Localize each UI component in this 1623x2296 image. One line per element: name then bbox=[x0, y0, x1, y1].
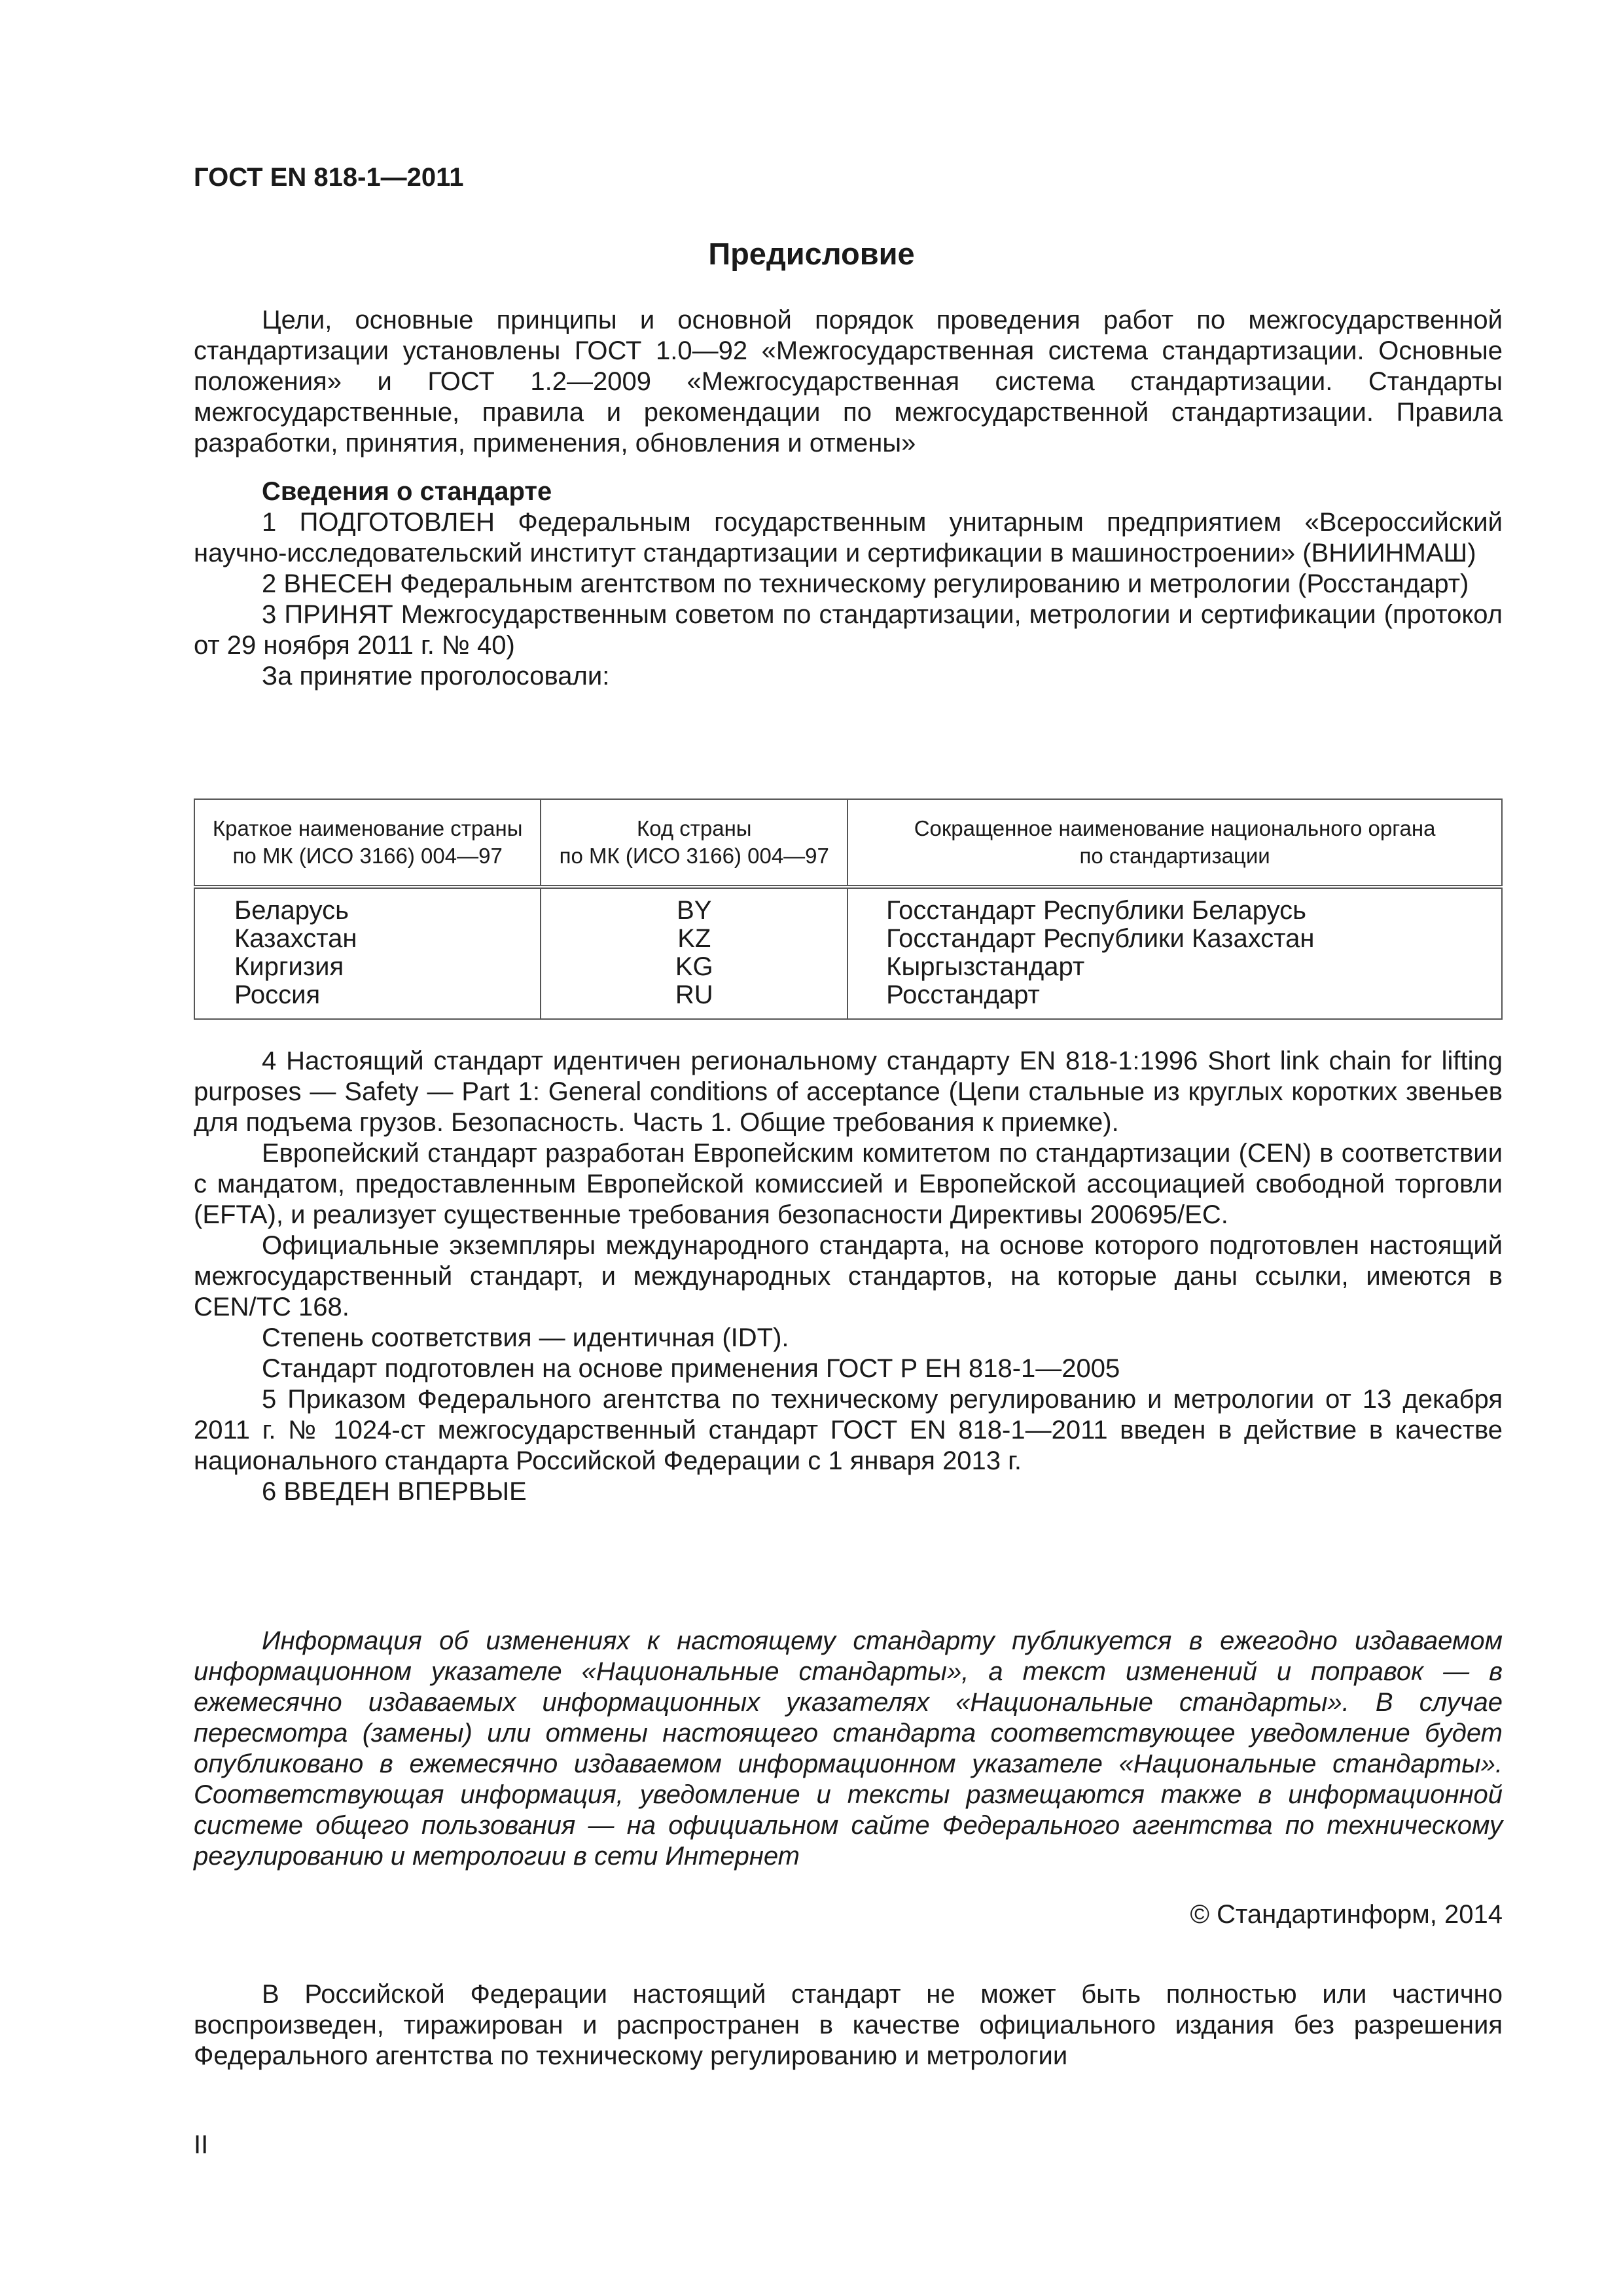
column-header-body bbox=[847, 799, 1502, 887]
page-title: Предисловие bbox=[708, 236, 915, 271]
header-line: Код страны bbox=[636, 816, 752, 840]
code-cell: KZ bbox=[541, 925, 847, 953]
header-line: Сокращенное наименование национального органа bbox=[914, 816, 1436, 840]
item-prepared: 1 ПОДГОТОВЛЕН Федеральным государственным унитарным предприятием «Всероссийский научно-исследовательский институт стандартизации и сертификации в машиностроении» (ВНИИНМАШ) bbox=[194, 508, 1503, 567]
table-row bbox=[194, 953, 1502, 981]
table-row bbox=[194, 887, 1502, 925]
reproduction-notice bbox=[194, 1979, 1503, 2072]
standard-info-section bbox=[194, 476, 1503, 692]
header-line: по МК (ИСО 3166) 004—97 bbox=[232, 844, 503, 868]
degree-paragraph: Степень соответствия — идентичная (IDT). bbox=[262, 1323, 789, 1352]
code-cell: KG bbox=[541, 953, 847, 981]
country-cell: Россия bbox=[194, 981, 541, 1019]
standard-code: ГОСТ EN 818-1—2011 bbox=[194, 163, 464, 192]
code-cell: RU bbox=[541, 981, 847, 1019]
item-first-introduced: 6 ВВЕДЕН ВПЕРВЫЕ bbox=[262, 1477, 527, 1506]
prepared-basis-paragraph: Стандарт подготовлен на основе применения ГОСТ Р ЕН 818-1—2005 bbox=[262, 1354, 1120, 1383]
body-cell: Госстандарт Республики Казахстан bbox=[847, 925, 1502, 953]
copyright-notice: © Стандартинформ, 2014 bbox=[1190, 1900, 1503, 1929]
section-heading: Сведения о стандарте bbox=[262, 477, 552, 506]
intro-section bbox=[194, 305, 1503, 459]
page-number: II bbox=[194, 2130, 209, 2159]
voted-label: За принятие проголосовали: bbox=[262, 662, 610, 691]
column-header-code bbox=[541, 799, 847, 887]
column-header-country bbox=[194, 799, 541, 887]
amendments-info-paragraph: Информация об изменениях к настоящему стандарту публикуется в ежегодно издаваемом информационном указателе «Национальные стандарты», а текст изменений и поправок — в ежемесячно издаваемых информационных указателях «Национальные стандарты». В случае пересмотра (замены) или отмены настоящего стандарта соответствующее уведомление будет опубликовано в ежемесячно издаваемом информационном указателе «Национальные стандарты». Соответствующая информация, уведомление и тексты размещаются также в информационной системе общего пользования — на официальном сайте Федерального агентства по техническому регулированию и метрологии в сети Интернет bbox=[194, 1626, 1503, 1871]
standard-info-continued bbox=[194, 1046, 1503, 1507]
european-standard-paragraph: Европейский стандарт разработан Европейским комитетом по стандартизации (CEN) в соответствии с мандатом, предоставленным Европейской комиссией и Европейской ассоциацией свободной торговли (EFTA), и реализует существенные требования безопасности Директивы 200695/EC. bbox=[194, 1139, 1503, 1229]
header-line: по стандартизации bbox=[1079, 844, 1270, 868]
body-cell: Кыргызстандарт bbox=[847, 953, 1502, 981]
code-cell: BY bbox=[541, 887, 847, 925]
header-line: по МК (ИСО 3166) 004—97 bbox=[559, 844, 829, 868]
table-row bbox=[194, 981, 1502, 1019]
country-cell: Казахстан bbox=[194, 925, 541, 953]
country-cell: Беларусь bbox=[194, 887, 541, 925]
amendments-info bbox=[194, 1626, 1503, 1872]
header-line: Краткое наименование страны bbox=[212, 816, 523, 840]
body-cell: Росстандарт bbox=[847, 981, 1502, 1019]
reproduction-paragraph: В Российской Федерации настоящий стандарт не может быть полностью или частично воспроизведен, тиражирован и распространен в качестве официального издания без разрешения Федерального агентства по техническому регулированию и метрологии bbox=[194, 1980, 1503, 2070]
voting-table bbox=[194, 798, 1503, 1020]
table-row bbox=[194, 925, 1502, 953]
body-cell: Госстандарт Республики Беларусь bbox=[847, 887, 1502, 925]
country-cell: Киргизия bbox=[194, 953, 541, 981]
table-header-row bbox=[194, 799, 1502, 887]
item-identical: 4 Настоящий стандарт идентичен региональному стандарту EN 818-1:1996 Short link chain for lifting purposes — Safety — Part 1: General conditions of acceptance (Цепи стальные из круглых коротких звеньев для подъема грузов. Безопасность. Часть 1. Общие требования к приемке). bbox=[194, 1047, 1503, 1137]
item-submitted: 2 ВНЕСЕН Федеральным агентством по техническому регулированию и метрологии (Росстандарт) bbox=[262, 569, 1469, 598]
item-adopted: 3 ПРИНЯТ Межгосударственным советом по стандартизации, метрологии и сертификации (протокол от 29 ноября 2011 г. № 40) bbox=[194, 600, 1503, 660]
item-order: 5 Приказом Федерального агентства по техническому регулированию и метрологии от 13 декабря 2011 г. № 1024-ст межгосударственный стандарт ГОСТ EN 818-1—2011 введен в действие в качестве национального стандарта Российской Федерации с 1 января 2013 г. bbox=[194, 1385, 1503, 1475]
intro-paragraph: Цели, основные принципы и основной порядок проведения работ по межгосударственной стандартизации установлены ГОСТ 1.0—92 «Межгосударственная система стандартизации. Основные положения» и ГОСТ 1.2—2009 «Межгосударственная система стандартизации. Стандарты межгосударственные, правила и рекомендации по межгосударственной стандартизации. Правила разработки, принятия, применения, обновления и отмены» bbox=[194, 306, 1503, 457]
official-copies-paragraph: Официальные экземпляры международного стандарта, на основе которого подготовлен настоящий межгосударственный стандарт, и международных стандартов, на которые даны ссылки, имеются в CEN/TC 168. bbox=[194, 1231, 1503, 1321]
